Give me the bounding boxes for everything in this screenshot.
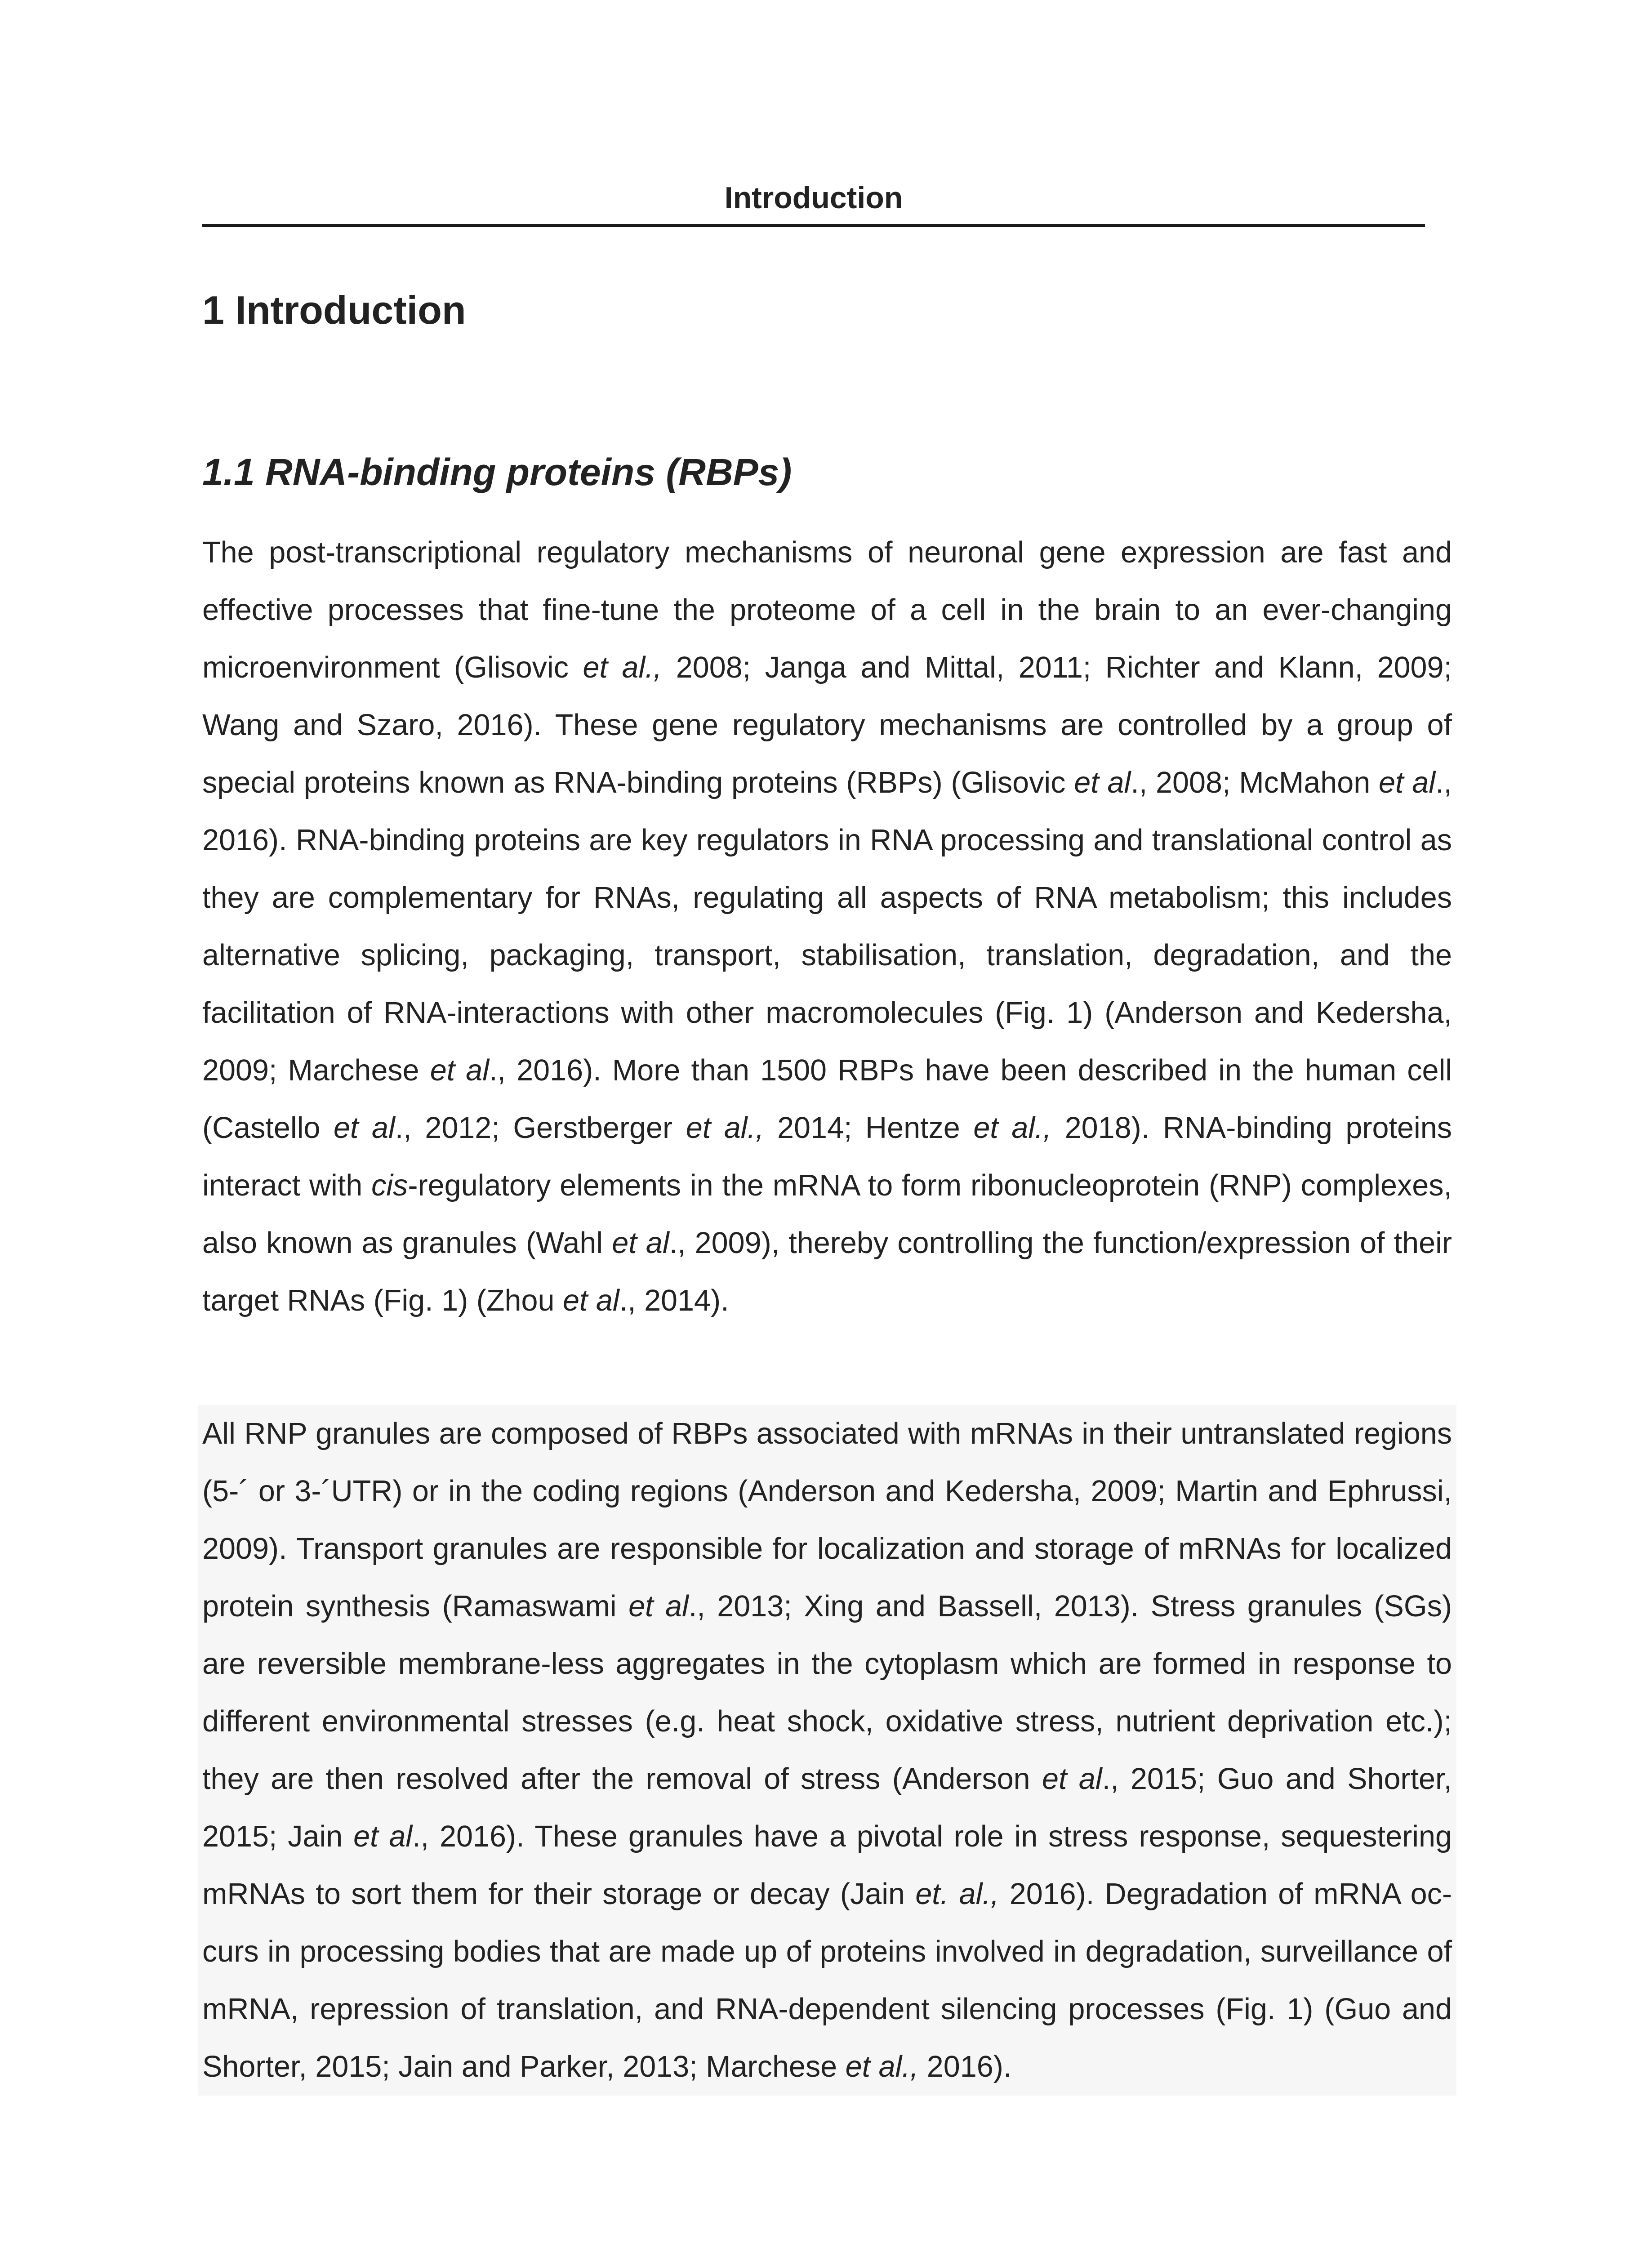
chapter-heading: 1 Introduction	[202, 288, 466, 332]
italic-text-run: et al.,	[845, 2050, 919, 2083]
italic-text-run: et al	[430, 1054, 490, 1087]
text-run: ., 2015; Guo and Shorter, 2015; Jain	[202, 1762, 1452, 1853]
text-run: ., 2013; Xing and Bassell, 2013). Stress granules (SGs) are reversible membrane-less aggregates in the cytoplasm which are formed in response to different environmental stresses (e.g. heat shock, oxidative stress, nutrient deprivation etc.); they are then resolved after the removal of stress (Anderson	[202, 1590, 1452, 1796]
text-run: ., 2016). RNA-binding proteins are key regulators in RNA processing and translational control as they are complementary for RNAs, regulating all aspects of RNA metabolism; this includes alternative splicing, packaging, transport, stabilisation, translation, degradation, and the facilitation of RNA-interactions with other macromolecules (Fig. 1) (Anderson and Kedersha, 2009; Marchese	[202, 766, 1452, 1087]
italic-text-run: et al.,	[686, 1111, 764, 1145]
running-header-title: Introduction	[724, 181, 903, 215]
italic-text-run: et al.,	[973, 1111, 1052, 1145]
italic-text-run: et al.,	[583, 651, 662, 684]
text-run: ., 2008; McMahon	[1131, 766, 1379, 799]
italic-text-run: et al	[1074, 766, 1131, 799]
text-run: The post-transcriptional regulatory mechanisms of neuronal gene expression are fast and effective processes that fine-tune the proteome of a cell in the brain to an ever-changing microenvironment (Glisovic	[202, 536, 1452, 684]
text-run: All RNP granules are composed of RBPs associated with mRNAs in their untranslated regions (5-´ or 3-´UTR) or in the coding regions (Anderson and Kedersha, 2009; Martin and Ephrussi, 2009). Transport granules are responsible for localization and storage of mRNAs for localized protein synthesis (Ramaswami	[202, 1417, 1452, 1623]
text-run: ., 2016). These granules have a pivotal role in stress response, sequestering mRNAs to sort them for their storage or decay (Jain	[202, 1820, 1452, 1911]
text-run: 2016).	[918, 2050, 1012, 2083]
italic-text-run: et al	[612, 1227, 669, 1260]
text-run: ., 2009), thereby controlling the function/expression of their target RNAs (Fig. 1) (Zhou	[202, 1227, 1452, 1317]
italic-text-run: et al	[333, 1111, 395, 1145]
running-header	[202, 178, 1425, 227]
text-run: ., 2016). More than 1500 RBPs have been described in the human cell (Castello	[202, 1054, 1452, 1145]
italic-text-run: et al	[1042, 1762, 1102, 1796]
text-run: ., 2014).	[619, 1284, 729, 1317]
italic-text-run: cis	[371, 1169, 408, 1202]
paragraph-block-2	[198, 1405, 1456, 2096]
italic-text-run: et. al.,	[915, 1878, 999, 1911]
italic-text-run: et al	[628, 1590, 689, 1623]
text-run: 2016). Degradation of mRNA occurs in processing bodies that are made up of proteins involved in degradation, surveillance of mRNA, repression of translation, and RNA-dependent silencing processes (Fig. 1) (Guo and Shorter, 2015; Jain and Parker, 2013; Marchese	[202, 1878, 1452, 2083]
text-run: ., 2012; Gerstberger	[395, 1111, 686, 1145]
italic-text-run: et al	[353, 1820, 413, 1853]
text-run: 2008; Janga and Mittal, 2011; Richter and Klann, 2009; Wang and Szaro, 2016). These gene regulatory mechanisms are controlled by a group of special proteins known as RNA-binding proteins (RBPs) (Glisovic	[202, 651, 1452, 799]
text-run: -regulatory elements in the mRNA to form ribonucleoprotein (RNP) complexes, also known as granules (Wahl	[202, 1169, 1452, 1260]
text-run: 2014; Hentze	[764, 1111, 974, 1145]
text-run: 2018). RNA-binding proteins interact with	[202, 1111, 1452, 1202]
paragraph-block-1	[198, 524, 1456, 1329]
body-paragraph	[202, 524, 1452, 1329]
body-paragraph	[202, 1405, 1452, 2096]
section-heading: 1.1 RNA-binding proteins (RBPs)	[202, 451, 792, 493]
italic-text-run: et al	[562, 1284, 619, 1317]
italic-text-run: et al	[1379, 766, 1436, 799]
